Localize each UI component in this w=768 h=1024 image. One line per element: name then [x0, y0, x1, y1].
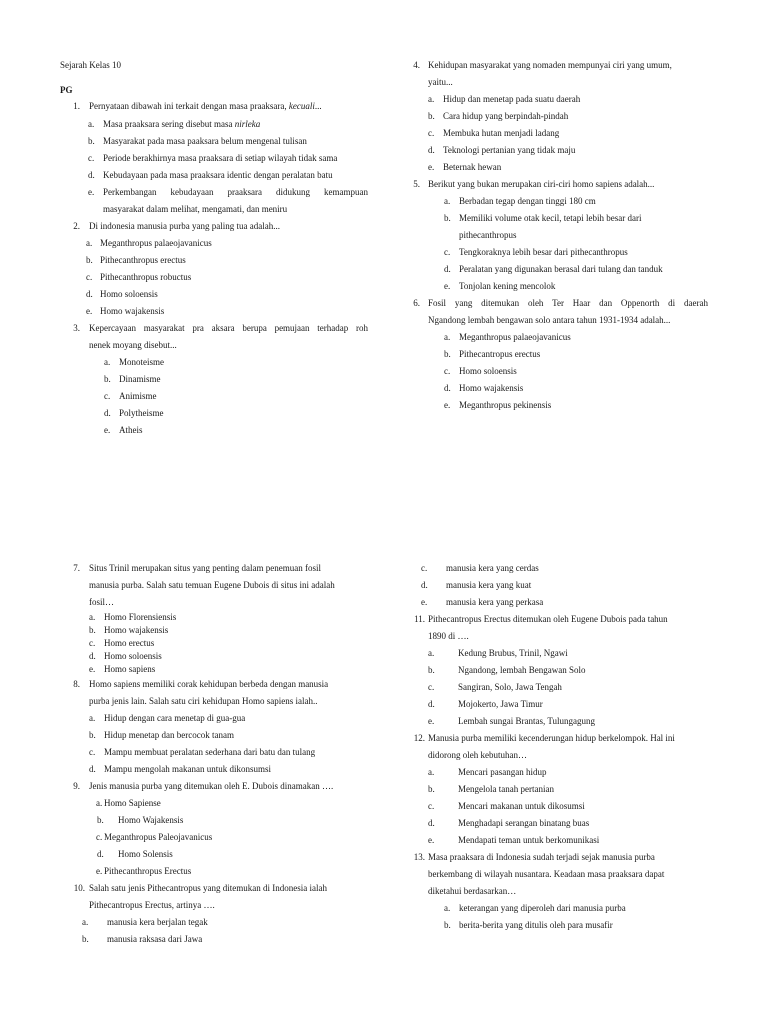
option-label: e. [428, 716, 435, 726]
question-number: 5. [413, 179, 420, 189]
option-text: Masyarakat pada masa paaksara belum mengenal tulisan [103, 136, 307, 146]
option-text: Monoteisme [119, 357, 164, 367]
option-text: Homo erectus [104, 638, 155, 648]
question-text: diketahui berdasarkan… [428, 886, 517, 896]
option-label: e. [444, 400, 451, 410]
option-text: Pithecanthropus Erectus [104, 866, 192, 876]
option-text: Animisme [119, 391, 157, 401]
option-text: Mencari pasangan hidup [458, 767, 547, 777]
option-label: c. [96, 832, 103, 842]
option-label: b. [88, 136, 95, 146]
option-text: Meganthropus pekinensis [459, 400, 552, 410]
option-text: Homo wajakensis [459, 383, 524, 393]
question-number: 1. [73, 101, 80, 111]
option-label: d. [421, 580, 428, 590]
option-text: Atheis [119, 425, 143, 435]
question-text: Salah satu jenis Pithecantropus yang ditemukan di Indonesia ialah [89, 883, 327, 893]
question-text: Berikut yang bukan merupakan ciri-ciri homo sapiens adalah... [428, 179, 655, 189]
option-text: Homo soloensis [104, 651, 162, 661]
option-text: pithecanthropus [459, 230, 517, 240]
option-text: Masa praaksara sering disebut masa nirleka [103, 119, 261, 129]
option-text: Homo wajakensis [100, 306, 165, 316]
option-text: Peralatan yang digunakan berasal dari tulang dan tanduk [459, 264, 663, 274]
option-text: Homo soloensis [100, 289, 158, 299]
option-label: c. [89, 638, 96, 648]
question-number: 13. [413, 852, 425, 862]
option-label: e. [96, 866, 103, 876]
option-label: c. [428, 801, 435, 811]
option-label: b. [444, 349, 451, 359]
option-text: Berbadan tegap dengan tinggi 180 cm [459, 196, 596, 206]
option-text: Mencari makanan untuk dikosumsi [458, 801, 585, 811]
question-text: Di indonesia manusia purba yang paling tua adalah... [89, 221, 280, 231]
option-label: e. [428, 835, 435, 845]
option-label: d. [97, 849, 104, 859]
option-label: b. [89, 625, 96, 635]
option-label: d. [86, 289, 93, 299]
option-text: Homo Solensis [118, 849, 173, 859]
question-text: manusia purba. Salah satu temuan Eugene Dubois di situs ini adalah [89, 580, 335, 590]
question-text: Pithecantropus Erectus, artinya …. [89, 900, 215, 910]
subject-title: Sejarah Kelas 10 [60, 60, 121, 70]
option-text: Homo sapiens [104, 664, 156, 674]
option-text: Pithecanthropus robuctus [100, 272, 192, 282]
section-label: PG [60, 85, 73, 95]
question-text: fosil… [89, 597, 115, 607]
option-text: Perkembangan kebudayaan praaksara didukung kemampuan [103, 187, 368, 197]
question-number: 2. [73, 221, 80, 231]
option-text: Meganthropus palaeojavanicus [100, 238, 212, 248]
option-label: c. [104, 391, 111, 401]
option-text: keterangan yang diperoleh dari manusia purba [459, 903, 626, 913]
option-label: c. [444, 247, 451, 257]
option-text: masyarakat dalam melihat, mengamati, dan meniru [103, 204, 288, 214]
option-label: e. [88, 187, 95, 197]
option-text: Ngandong, lembah Bengawan Solo [458, 665, 586, 675]
option-label: e. [89, 664, 96, 674]
option-label: e. [104, 425, 111, 435]
option-label: a. [88, 119, 95, 129]
option-text: Homo Florensiensis [104, 612, 177, 622]
option-label: b. [444, 920, 451, 930]
option-text: Tengkoraknya lebih besar dari pithecanthropus [459, 247, 628, 257]
question-text: 1890 di …. [428, 631, 469, 641]
question-text: Pernyataan dibawah ini terkait dengan masa praaksara, kecuali... [89, 101, 322, 111]
question-number: 8. [73, 679, 80, 689]
option-text: Meganthropus palaeojavanicus [459, 332, 571, 342]
option-label: c. [428, 682, 435, 692]
option-text: Dinamisme [119, 374, 161, 384]
option-text: Cara hidup yang berpindah-pindah [443, 111, 569, 121]
option-text: Memiliki volume otak kecil, tetapi lebih besar dari [459, 213, 642, 223]
option-text: Kedung Brubus, Trinil, Ngawi [458, 648, 568, 658]
question-text: Kehidupan masyarakat yang nomaden mempunyai ciri yang umum, [428, 60, 672, 70]
option-label: a. [428, 648, 435, 658]
question-text: Fosil yang ditemukan oleh Ter Haar dan Oppenorth di daerah [428, 298, 708, 308]
option-label: b. [97, 815, 104, 825]
option-label: d. [428, 145, 435, 155]
option-text: Periode berakhirnya masa praaksara di setiap wilayah tidak sama [103, 153, 338, 163]
question-number: 7. [73, 563, 80, 573]
option-label: b. [104, 374, 111, 384]
option-label: c. [86, 272, 93, 282]
question-text: purba jenis lain. Salah satu ciri kehidupan Homo sapiens ialah.. [89, 696, 318, 706]
option-label: e. [444, 281, 451, 291]
option-label: d. [444, 383, 451, 393]
option-label: a. [96, 798, 103, 808]
option-label: a. [89, 612, 96, 622]
option-label: b. [428, 665, 435, 675]
question-number: 12. [413, 733, 425, 743]
question-text: Masa praaksara di Indonesia sudah terjadi sejak manusia purba [428, 852, 655, 862]
question-number: 4. [413, 60, 420, 70]
option-text: Menghadapi serangan binatang buas [458, 818, 590, 828]
option-text: Mojokerto, Jawa Timur [458, 699, 543, 709]
option-label: d. [428, 699, 435, 709]
option-text: manusia raksasa dari Jawa [107, 934, 203, 944]
option-label: e. [421, 597, 428, 607]
option-label: d. [89, 764, 96, 774]
option-label: a. [86, 238, 93, 248]
question-text: Pithecantropus Erectus ditemukan oleh Eugene Dubois pada tahun [428, 614, 668, 624]
option-text: Homo wajakensis [104, 625, 169, 635]
option-text: Mengelola tanah pertanian [458, 784, 554, 794]
question-number: 6. [413, 298, 420, 308]
option-label: b. [89, 730, 96, 740]
option-text: Polytheisme [119, 408, 164, 418]
option-text: Tonjolan kening mencolok [459, 281, 556, 291]
option-text: Mendapati teman untuk berkomunikasi [458, 835, 600, 845]
question-number: 10. [73, 883, 85, 893]
option-label: d. [104, 408, 111, 418]
option-label: b. [444, 213, 451, 223]
option-label: d. [444, 264, 451, 274]
option-text: Teknologi pertanian yang tidak maju [443, 145, 576, 155]
option-label: c. [89, 747, 96, 757]
question-text: Manusia purba memiliki kecenderungan hidup berkelompok. Hal ini [428, 733, 675, 743]
option-text: Hidup menetap dan bercocok tanam [104, 730, 234, 740]
option-text: Meganthropus Paleojavanicus [104, 832, 213, 842]
question-text: Homo sapiens memiliki corak kehidupan berbeda dengan manusia [89, 679, 329, 689]
question-number: 11. [414, 614, 425, 624]
option-text: manusia kera yang perkasa [446, 597, 544, 607]
option-text: Hidup dengan cara menetap di gua-gua [104, 713, 246, 723]
option-text: Mampu mengolah makanan untuk dikonsumsi [104, 764, 271, 774]
option-text: manusia kera berjalan tegak [107, 917, 208, 927]
option-label: c. [421, 563, 428, 573]
question-text: didorong oleh kebutuhan… [428, 750, 527, 760]
option-label: b. [428, 784, 435, 794]
option-text: Beternak hewan [443, 162, 502, 172]
question-text: Situs Trinil merupakan situs yang penting dalam penemuan fosil [89, 563, 321, 573]
option-label: d. [88, 170, 95, 180]
option-text: Pithecanthropus erectus [100, 255, 186, 265]
question-text: nenek moyang disebut... [89, 340, 177, 350]
option-label: e. [86, 306, 93, 316]
question-text: yaitu... [428, 77, 453, 87]
option-label: a. [89, 713, 96, 723]
option-text: Mampu membuat peralatan sederhana dari batu dan tulang [104, 747, 316, 757]
option-label: b. [82, 934, 89, 944]
option-text: manusia kera yang kuat [446, 580, 532, 590]
option-label: a. [444, 196, 451, 206]
option-text: Hidup dan menetap pada suatu daerah [443, 94, 581, 104]
option-text: berita-berita yang ditulis oleh para musafir [459, 920, 613, 930]
option-label: c. [88, 153, 95, 163]
question-text: Jenis manusia purba yang ditemukan oleh E. Dubois dinamakan …. [89, 781, 334, 791]
option-text: Sangiran, Solo, Jawa Tengah [458, 682, 562, 692]
option-label: d. [428, 818, 435, 828]
option-text: Membuka hutan menjadi ladang [443, 128, 560, 138]
option-label: e. [428, 162, 435, 172]
option-label: a. [428, 767, 435, 777]
option-label: a. [444, 332, 451, 342]
option-label: a. [104, 357, 111, 367]
option-text: Kebudayaan pada masa praaksara identic dengan peralatan batu [103, 170, 333, 180]
option-text: Pithecantropus erectus [459, 349, 541, 359]
option-text: Lembah sungai Brantas, Tulungagung [458, 716, 595, 726]
option-label: b. [428, 111, 435, 121]
option-label: c. [444, 366, 451, 376]
option-text: manusia kera yang cerdas [446, 563, 539, 573]
question-number: 3. [73, 323, 80, 333]
question-number: 9. [73, 781, 80, 791]
option-text: Homo Sapiense [104, 798, 161, 808]
option-text: Homo Wajakensis [118, 815, 184, 825]
option-text: Homo soloensis [459, 366, 517, 376]
option-label: b. [86, 255, 93, 265]
question-text: Kepercayaan masyarakat pra aksara berupa pemujaan terhadap roh [89, 323, 368, 333]
option-label: a. [444, 903, 451, 913]
option-label: d. [89, 651, 96, 661]
option-label: a. [82, 917, 89, 927]
question-text: berkembang di wilayah nusantara. Keadaan masa praaksara dapat [428, 869, 665, 879]
question-text: Ngandong lembah bengawan solo antara tahun 1931-1934 adalah... [428, 315, 671, 325]
option-label: c. [428, 128, 435, 138]
option-label: a. [428, 94, 435, 104]
